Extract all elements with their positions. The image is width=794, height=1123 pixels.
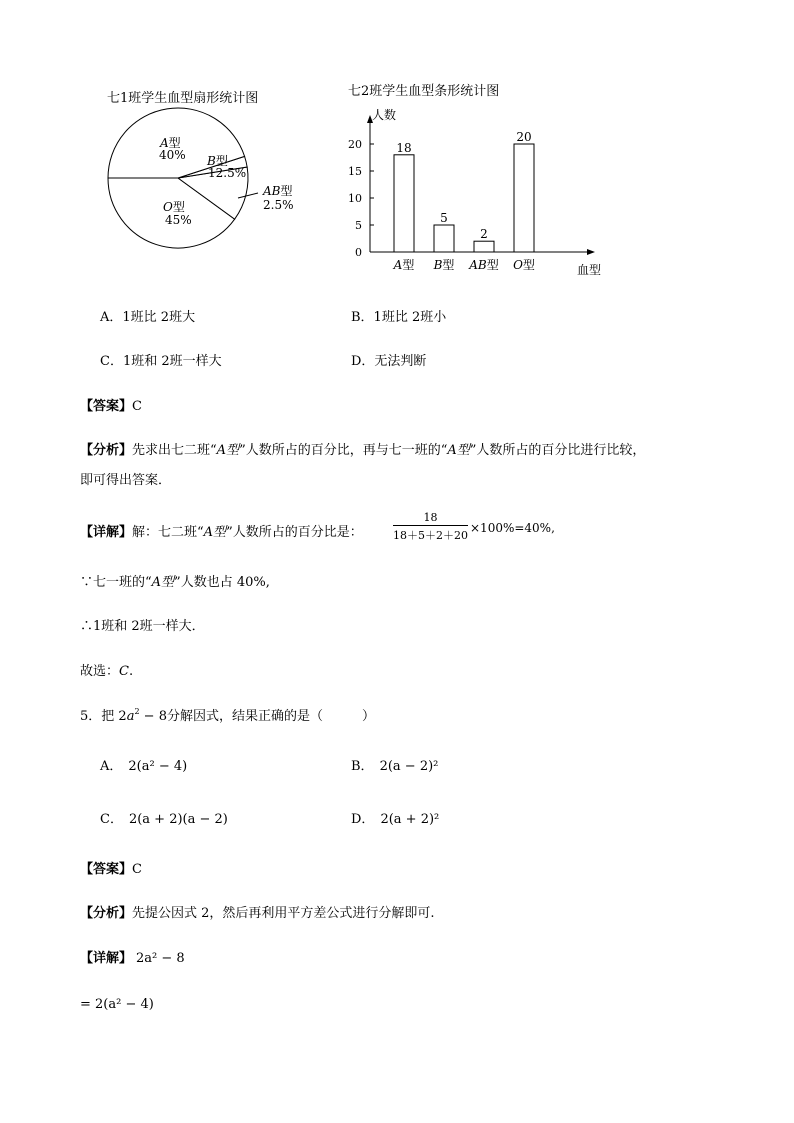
q5-detail: 【详解】 2a² − 8: [80, 951, 185, 966]
x-tick-label: AB型: [469, 258, 499, 272]
q4-line2: ∵七一班的“A型”人数也占 40%,: [80, 575, 270, 590]
pie-percent-b: 12.5%: [208, 166, 247, 180]
bar-O型: [514, 144, 534, 252]
y-tick-label: 0: [355, 246, 362, 259]
x-axis-label: 血型: [577, 263, 602, 277]
q5-option-a: A． 2(a² − 4): [100, 759, 188, 774]
y-axis-label: 人数: [372, 108, 397, 122]
q5-stem: 5．把 $2a^2 - 8$分解因式，结果正确的是（ ）: [80, 707, 375, 724]
pie-label-b: B型: [207, 154, 228, 168]
pie-label-a: A型: [160, 136, 181, 150]
q4-answer: [80, 395, 142, 414]
y-tick-label: 5: [355, 219, 362, 232]
q4-analysis-line2: 即可得出答案．: [80, 473, 172, 488]
bar-data-label: 5: [440, 211, 448, 225]
bar-B型: [434, 225, 454, 252]
q4-option-c: C．1班和 2班一样大: [100, 354, 222, 369]
bar-data-label: 20: [516, 130, 532, 144]
pie-label-o: O型: [163, 200, 185, 214]
bar-data-label: 18: [396, 140, 412, 155]
answer-value: C: [132, 862, 142, 877]
percent-fraction: $\frac{18}{18+5+2+20}$: [393, 511, 468, 542]
pie-percent-a: 40%: [159, 148, 186, 162]
x-tick-label: O型: [513, 258, 535, 272]
q4-detail-result: ×100%=40%,: [470, 521, 555, 535]
answer-tag: 【答案】: [80, 862, 133, 877]
pie-percent-ab: 2.5%: [263, 198, 294, 212]
bar-A型: [394, 155, 414, 252]
pie-chart: [100, 100, 310, 260]
q5-analysis: 【分析】先提公因式 2，然后再利用平方差公式进行分解即可.: [80, 906, 435, 921]
q5-option-c: C． 2(a + 2)(a − 2): [100, 812, 228, 827]
bar-chart-title: 七2班学生血型条形统计图: [348, 84, 500, 99]
x-tick-label: B型: [433, 258, 455, 272]
bar-chart: [340, 95, 620, 285]
pie-percent-o: 45%: [165, 213, 192, 227]
q4-option-a: A．1班比 2班大: [100, 310, 196, 325]
q5-step1: = 2(a² − 4): [80, 997, 154, 1012]
bar-data-label: 2: [480, 227, 488, 242]
x-tick-label: A型: [393, 258, 415, 272]
y-tick-label: 15: [348, 165, 362, 178]
pie-label-ab: AB型: [263, 184, 293, 198]
y-tick-label: 10: [348, 192, 362, 205]
q4-line3: ∴1班和 2班一样大．: [80, 619, 205, 634]
q4-line4: 故选：C.: [80, 664, 134, 679]
x-axis-arrow: [587, 249, 595, 255]
answer-tag: 【答案】: [80, 399, 133, 414]
q5-answer: [80, 858, 142, 877]
q4-analysis-line1: 【分析】先求出七二班“A型”人数所占的百分比，再与七一班的“A型”人数所占的百分比进行比较，: [80, 443, 646, 458]
q4-detail-line1: 【详解】解：七二班“A型”人数所占的百分比是：: [80, 525, 363, 540]
pie-chart-title: 七1班学生血型扇形统计图: [107, 91, 259, 106]
bar-AB型: [474, 241, 494, 252]
answer-value: C: [132, 399, 142, 414]
q5-option-d: D． 2(a + 2)²: [351, 812, 440, 827]
y-tick-label: 20: [348, 138, 362, 151]
q4-option-d: D．无法判断: [351, 354, 427, 369]
q5-option-b: B． 2(a − 2)²: [351, 759, 439, 774]
q4-option-b: B．1班比 2班小: [351, 310, 447, 325]
